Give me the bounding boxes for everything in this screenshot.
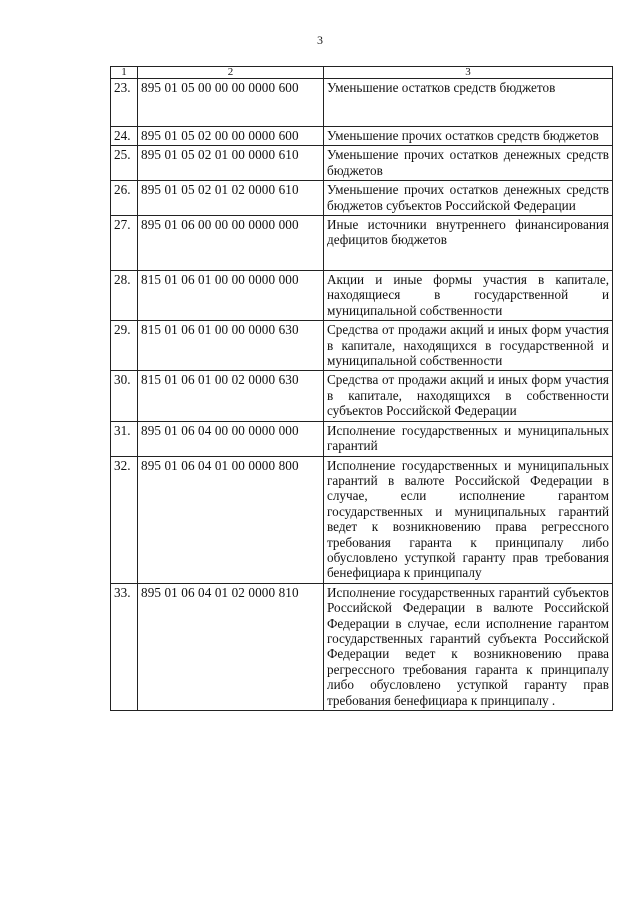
table-row	[111, 146, 613, 181]
row-description: Исполнение государственных и муниципальных гарантий	[324, 421, 613, 456]
row-number: 33.	[111, 583, 138, 710]
budget-code: 895 01 05 02 00 00 0000 600	[138, 127, 324, 146]
table-row	[111, 216, 613, 271]
table-row	[111, 583, 613, 710]
row-number: 28.	[111, 271, 138, 321]
column-header-number: 1	[111, 67, 138, 79]
table-row	[111, 271, 613, 321]
row-description: Средства от продажи акций и иных форм участия в капитале, находящихся в государственной и муниципальной собственности	[324, 321, 613, 371]
page-number: 3	[317, 33, 323, 47]
row-number: 24.	[111, 127, 138, 146]
row-description: Уменьшение прочих остатков денежных средств бюджетов субъектов Российской Федерации	[324, 181, 613, 216]
table-row	[111, 371, 613, 421]
budget-code: 895 01 06 00 00 00 0000 000	[138, 216, 324, 271]
row-number: 32.	[111, 456, 138, 583]
budget-sources-table	[110, 66, 613, 711]
row-description: Уменьшение прочих остатков денежных средств бюджетов	[324, 146, 613, 181]
budget-code: 895 01 05 00 00 00 0000 600	[138, 79, 324, 127]
row-number: 25.	[111, 146, 138, 181]
budget-code: 895 01 06 04 00 00 0000 000	[138, 421, 324, 456]
table-header	[111, 67, 613, 79]
budget-code: 815 01 06 01 00 02 0000 630	[138, 371, 324, 421]
row-description: Уменьшение прочих остатков средств бюджетов	[324, 127, 613, 146]
table-row	[111, 421, 613, 456]
budget-code: 895 01 06 04 01 00 0000 800	[138, 456, 324, 583]
budget-code: 815 01 06 01 00 00 0000 000	[138, 271, 324, 321]
header-row	[111, 67, 613, 79]
table-row	[111, 321, 613, 371]
row-number: 27.	[111, 216, 138, 271]
row-description: Средства от продажи акций и иных форм участия в капитале, находящихся в собственности субъектов Российской Федерации	[324, 371, 613, 421]
budget-code: 895 01 05 02 01 00 0000 610	[138, 146, 324, 181]
row-description: Акции и иные формы участия в капитале, находящиеся в государственной и муниципальной собственности	[324, 271, 613, 321]
row-description: Уменьшение остатков средств бюджетов	[324, 79, 613, 127]
table-row	[111, 456, 613, 583]
row-description: Исполнение государственных и муниципальных гарантий в валюте Российской Федерации в случае, если исполнение гарантом государственных и муниципальных гарантий ведет к возникновению права регрессного требования гаранта к принципалу либо обусловлено уступкой гаранту прав требования бенефициара к принципалу	[324, 456, 613, 583]
row-number: 29.	[111, 321, 138, 371]
row-number: 30.	[111, 371, 138, 421]
budget-code: 895 01 05 02 01 02 0000 610	[138, 181, 324, 216]
table-row	[111, 127, 613, 146]
table-row	[111, 79, 613, 127]
row-number: 31.	[111, 421, 138, 456]
budget-code: 895 01 06 04 01 02 0000 810	[138, 583, 324, 710]
row-number: 23.	[111, 79, 138, 127]
row-number: 26.	[111, 181, 138, 216]
row-description: Иные источники внутреннего финансирования дефицитов бюджетов	[324, 216, 613, 271]
row-description: Исполнение государственных гарантий субъектов Российской Федерации в валюте Российской Федерации в случае, если исполнение гарантом государственных гарантий субъекта Российской Федерации ведет к возникновению права регрессного требования гаранта к принципалу либо обусловлено уступкой гаранту прав требования бенефициара к принципалу .	[324, 583, 613, 710]
column-header-code: 2	[138, 67, 324, 79]
table-row	[111, 181, 613, 216]
table-body	[111, 79, 613, 711]
budget-code: 815 01 06 01 00 00 0000 630	[138, 321, 324, 371]
column-header-description: 3	[324, 67, 613, 79]
